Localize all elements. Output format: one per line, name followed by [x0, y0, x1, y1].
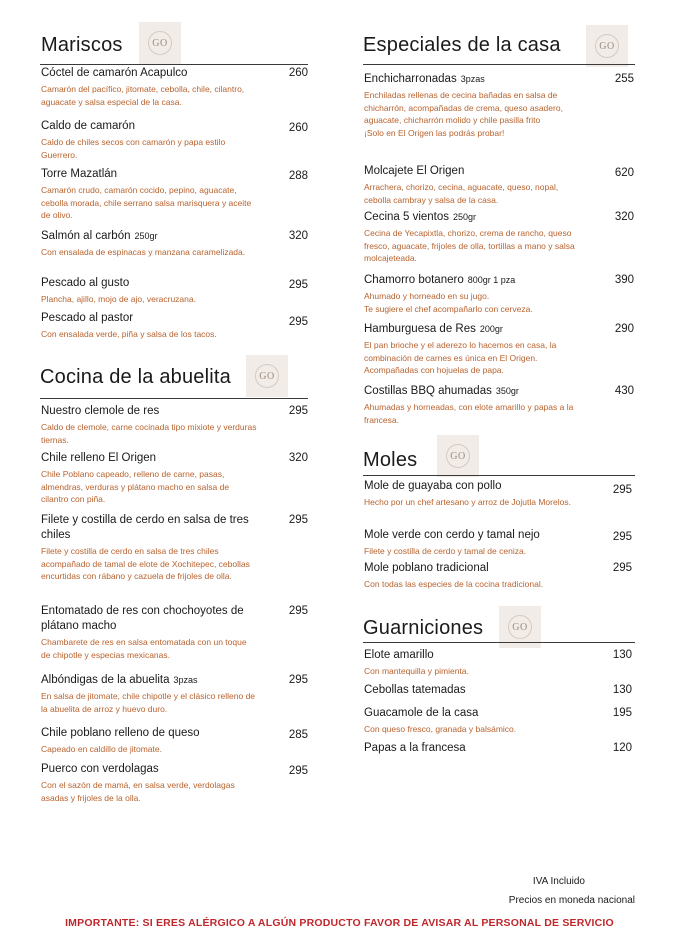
menu-item: Chamorro botanero 800gr 1 pza Ahumado y horneado en su jugo. Te sugiere el chef acompañarlo con cerveza.: [364, 274, 533, 314]
allergy-warning: IMPORTANTE: SI ERES ALÉRGICO A ALGÚN PRODUCTO FAVOR DE AVISAR AL PERSONAL DE SERVICIO: [65, 917, 614, 929]
menu-item: Guacamole de la casa Con queso fresco, granada y balsámico.: [364, 707, 517, 734]
menu-item: Enchicharronadas 3pzas Enchiladas rellenas de cecina bañadas en salsa de chicharrón, acompañadas de crema, queso asadero, aguacate, chicharrón molido y chile pasilla frito ¡Solo en El Origen las podrás probar!: [364, 73, 563, 138]
menu-item: Molcajete El Origen Arrachera, chorizo, cecina, aguacate, queso, nopal, cebolla cambray y salsa de la casa.: [364, 165, 559, 205]
currency-note: Precios en moneda nacional: [508, 895, 635, 906]
item-price: 260: [288, 122, 308, 134]
item-price: 295: [288, 279, 308, 291]
menu-item: Torre Mazatlán Camarón crudo, camarón cocido, pepino, aguacate, cebolla morada, chile serrano salsa marisquera y aceite de olivo.: [41, 168, 252, 220]
item-price: 320: [614, 211, 634, 223]
menu-item: Costillas BBQ ahumadas 350gr Ahumadas y horneadas, con elote amarillo y papas a la francesa.: [364, 385, 574, 425]
item-price: 260: [288, 67, 308, 79]
section-divider: [40, 64, 308, 65]
item-price: 195: [612, 707, 632, 719]
section-title: Guarniciones: [363, 617, 484, 639]
item-price: 295: [288, 316, 308, 328]
menu-item: Cebollas tatemadas: [364, 684, 466, 696]
section-title: Especiales de la casa: [363, 34, 561, 56]
menu-item: Filete y costilla de cerdo en salsa de tres chiles Filete y costilla de cerdo en salsa de tres chiles acompañado de tamal de elote de Xochitepec, cebollas encurtidas con rábano y cazuela de frijoles de olla.: [41, 514, 250, 581]
item-price: 130: [612, 684, 632, 696]
item-price: 295: [612, 484, 632, 496]
item-price: 290: [614, 323, 634, 335]
section-title: Moles: [363, 449, 418, 471]
section-divider: [363, 475, 635, 476]
go-logo-icon: GO: [499, 606, 541, 648]
item-price: 288: [288, 170, 308, 182]
menu-item: Elote amarillo Con mantequilla y pimienta.: [364, 649, 469, 676]
menu-item: Mole poblano tradicional Con todas las especies de la cocina tradicional.: [364, 562, 544, 589]
menu-item: Hamburguesa de Res 200gr El pan brioche y el aderezo lo hacemos en casa, la combinación de carnes es única en El Origen. Acompañadas con hojuelas de papa.: [364, 323, 557, 375]
section-title: Mariscos: [41, 34, 123, 56]
item-price: 430: [614, 385, 634, 397]
item-price: 255: [614, 73, 634, 85]
section-divider: [40, 398, 308, 399]
item-price: 295: [288, 765, 308, 777]
iva-note: IVA Incluido: [532, 876, 585, 887]
item-price: 390: [614, 274, 634, 286]
go-logo-icon: GO: [246, 355, 288, 397]
go-logo-icon: GO: [139, 22, 181, 64]
menu-item: Cecina 5 vientos 250gr Cecina de Yecapixtla, chorizo, crema de rancho, queso fresco, aguacate, frijoles de olla, tortillas a mano y salsa molcajeteada.: [364, 211, 575, 263]
item-price: 295: [288, 674, 308, 686]
item-price: 130: [612, 649, 632, 661]
menu-item: Caldo de camarón Caldo de chiles secos con camarón y papa estilo Guerrero.: [41, 120, 226, 160]
menu-item: Papas a la francesa: [364, 742, 466, 754]
item-price: 295: [288, 514, 308, 526]
menu-item: Puerco con verdolagas Con el sazón de mamá, en salsa verde, verdolagas asadas y frijoles de la olla.: [41, 763, 235, 803]
section-divider: [363, 64, 635, 65]
item-price: 295: [288, 605, 308, 617]
menu-item: Mole verde con cerdo y tamal nejo Filete y costilla de cerdo y tamal de ceniza.: [364, 529, 540, 556]
menu-item: Chile poblano relleno de queso Capeado en caldillo de jitomate.: [41, 727, 200, 754]
go-logo-icon: GO: [437, 435, 479, 477]
item-price: 120: [612, 742, 632, 754]
item-price: 295: [288, 405, 308, 417]
item-price: 295: [612, 531, 632, 543]
item-price: 320: [288, 452, 308, 464]
item-price: 295: [612, 562, 632, 574]
menu-item: Chile relleno El Origen Chile Poblano capeado, relleno de carne, pasas, almendras, verduras y plátano macho en salsa de cilantro con piña.: [41, 452, 230, 504]
item-price: 620: [614, 167, 634, 179]
menu-item: Salmón al carbón 250gr Con ensalada de espinacas y manzana caramelizada.: [41, 230, 246, 257]
item-price: 285: [288, 729, 308, 741]
menu-item: Albóndigas de la abuelita 3pzas En salsa de jitomate, chile chipotle y el clásico relleno de la abuelita de arroz y huevo duro.: [41, 674, 256, 714]
menu-item: Entomatado de res con chochoyotes de plátano macho Chambarete de res en salsa entomatada con un toque de chipotle y especias mexicanas.: [41, 605, 247, 660]
menu-item: Mole de guayaba con pollo Hecho por un chef artesano y arroz de Jojutla Morelos.: [364, 480, 571, 507]
menu-item: Nuestro clemole de res Caldo de clemole, carne cocinada tipo mixiote y verduras tiernas.: [41, 405, 257, 445]
go-logo-icon: GO: [586, 25, 628, 67]
menu-item: Pescado al gusto Plancha, ajillo, mojo de ajo, veracruzana.: [41, 277, 196, 304]
section-title: Cocina de la abuelita: [40, 366, 231, 388]
menu-item: Cóctel de camarón Acapulco Camarón del pacífico, jitomate, cebolla, chile, cilantro, aguacate y salsa especial de la casa.: [41, 67, 245, 107]
menu-item: Pescado al pastor Con ensalada verde, piña y salsa de los tacos.: [41, 312, 217, 339]
section-divider: [363, 642, 635, 643]
item-price: 320: [288, 230, 308, 242]
